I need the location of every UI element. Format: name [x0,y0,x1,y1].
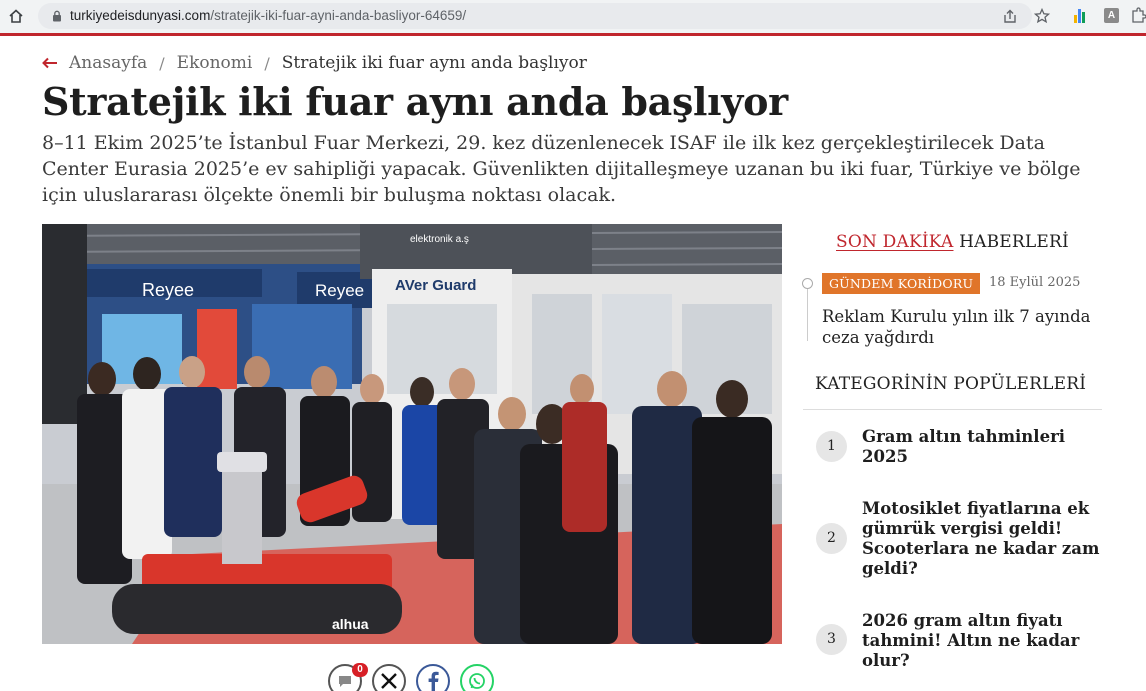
news-title-link[interactable]: Reklam Kurulu yılın ilk 7 ayında ceza yağdırdı [822,307,1091,347]
share-whatsapp-button[interactable] [460,664,494,691]
share-bar [328,664,494,691]
booth-sign-text: AVer Guard [395,277,477,294]
popular-item-title[interactable]: Motosiklet fiyatlarına ek gümrük vergisi geldi! Scooterlara ne kadar zam geldi? [862,499,1100,578]
breadcrumb-home-link[interactable]: Anasayfa [69,53,148,73]
share-page-icon[interactable] [1002,9,1018,24]
url-path: /stratejik-iki-fuar-ayni-anda-basliyor-64659/ [210,8,467,23]
robot-brand-text: alhua [332,616,369,632]
share-facebook-button[interactable] [416,664,450,691]
breadcrumb [42,52,587,74]
extension-chart-icon[interactable] [1074,7,1088,23]
breaking-news-dark-label: HABERLERİ [953,232,1069,252]
timeline-line [807,289,808,341]
booth-sign-text: Reyee [142,280,195,300]
breadcrumb-current: Stratejik iki fuar aynı anda başlıyor [281,53,587,73]
article-lead: 8–11 Ekim 2025’te İstanbul Fuar Merkezi, 29. kez düzenlenecek ISAF ile ilk kez gerçekleştirilecek Data Center Eurasia 2025’e ev sahipliği yapacak. Güvenlikten dijitalleşmeye uzanan bu iki fuar, Türkiye ve bölge için uluslararası ölçekte önemli bir buluşma noktası olacak. [42,132,1081,206]
home-icon[interactable] [8,8,24,24]
popular-divider [803,409,1102,410]
url-text[interactable] [70,8,466,23]
facebook-icon [426,671,440,691]
news-category-tag[interactable]: GÜNDEM KORİDORU [822,273,980,294]
browser-toolbar [0,0,1146,33]
popular-item-number: 2 [816,523,847,554]
back-arrow-icon[interactable] [42,57,58,69]
extension-a-icon[interactable]: A [1104,8,1119,23]
breaking-news-red-label: SON DAKİKA [836,232,954,252]
booth-sign-text: Reyee [315,281,365,300]
popular-item-title[interactable]: Gram altın tahminleri 2025 [862,427,1066,466]
popular-item-number: 1 [816,431,847,462]
breadcrumb-separator: / [159,53,165,73]
article-hero-image [42,224,782,644]
breadcrumb-separator: / [264,53,270,73]
header-red-rule [0,33,1146,36]
x-logo-icon [380,672,398,690]
whatsapp-icon [468,672,486,690]
breadcrumb-category-link[interactable]: Ekonomi [176,53,253,73]
popular-item-title[interactable]: 2026 gram altın fiyatı tahmini! Altın ne kadar olur? [862,611,1080,670]
lock-icon[interactable] [52,10,62,22]
breaking-news-heading[interactable] [836,232,1069,252]
url-domain: turkiyedeisdunyasi.com [70,8,211,23]
address-bar[interactable] [38,3,1032,29]
extensions-puzzle-icon[interactable] [1131,7,1146,23]
popular-item-number: 3 [816,624,847,655]
comment-button[interactable] [328,664,362,691]
comment-icon [337,673,353,689]
timeline-dot [802,278,813,289]
popular-heading: KATEGORİNİN POPÜLERLERİ [815,374,1087,394]
booth-sign-text: elektronik a.ş [410,234,469,245]
article-title: Stratejik iki fuar aynı anda başlıyor [42,79,788,124]
comment-count-badge: 0 [352,663,368,677]
news-date: 18 Eylül 2025 [989,275,1081,290]
share-x-button[interactable] [372,664,406,691]
bookmark-star-icon[interactable] [1034,8,1050,24]
